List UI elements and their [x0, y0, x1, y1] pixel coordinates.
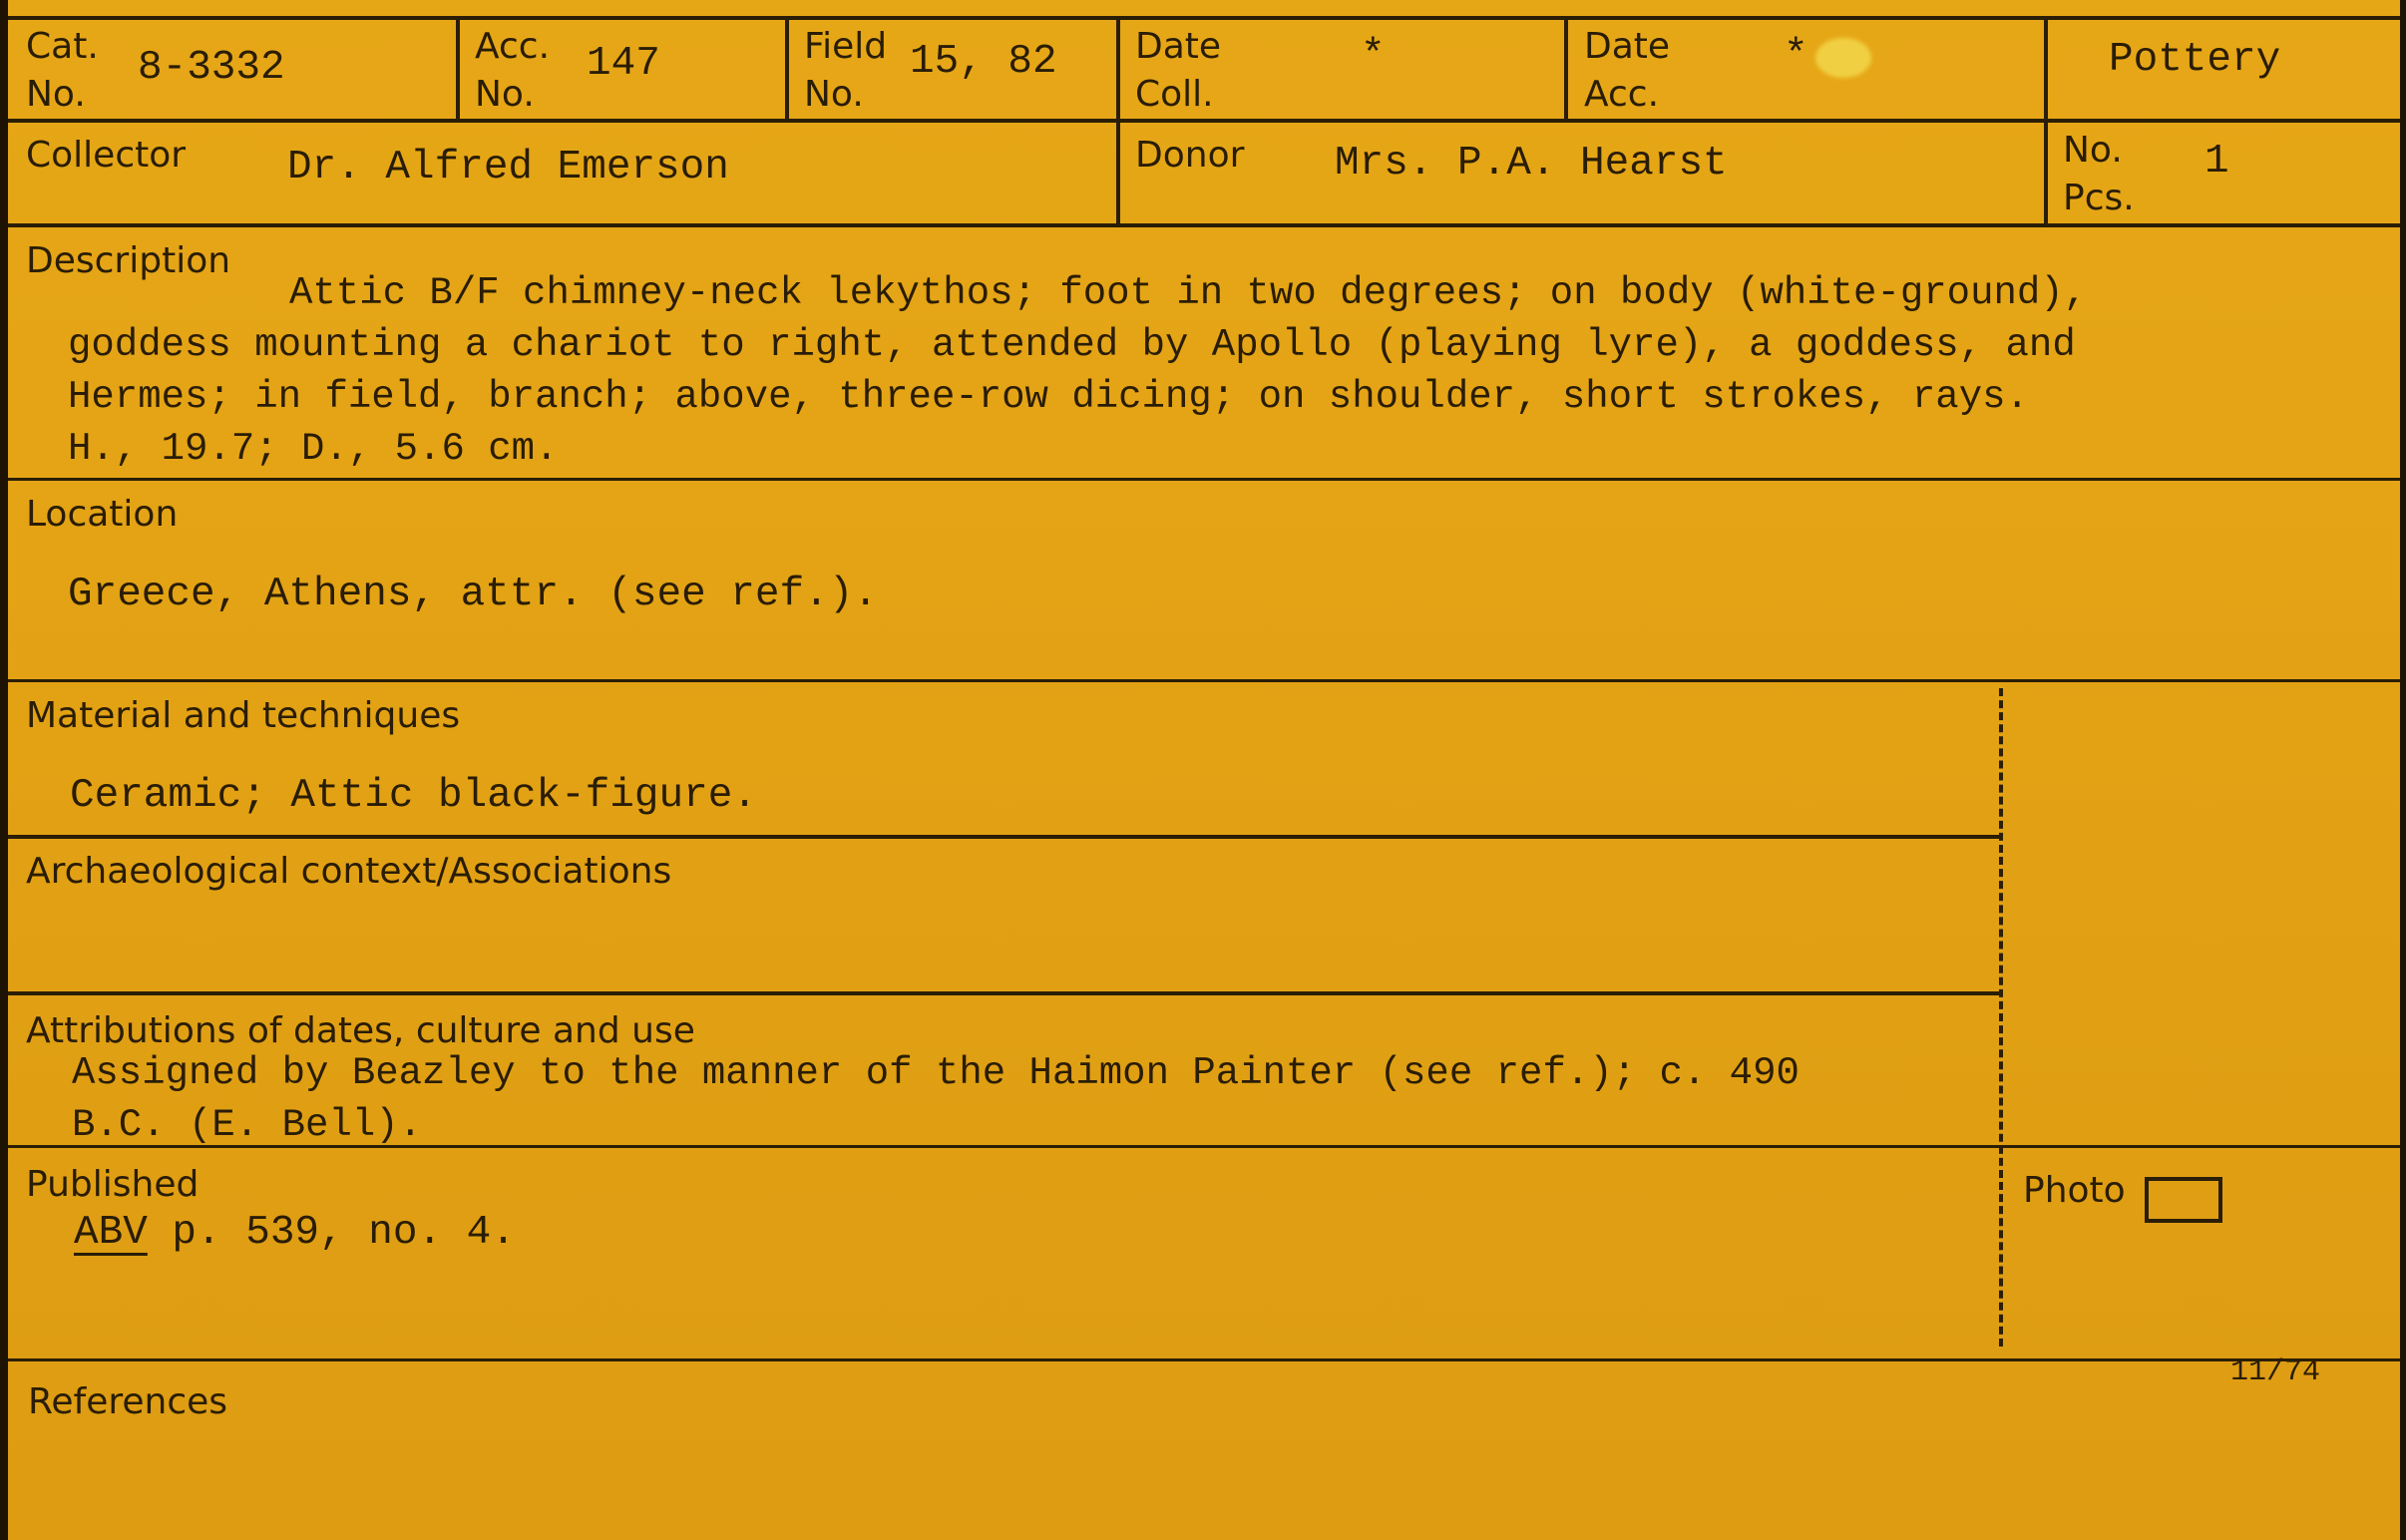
rule-context-bottom: [8, 991, 2001, 995]
divider-datecoll-dateacc: [1564, 16, 1568, 123]
pcs-value: 1: [2205, 139, 2229, 185]
cat-no-label-2: No.: [26, 74, 86, 115]
published-ref-abbrev: ABV: [74, 1210, 148, 1256]
references-label: References: [28, 1381, 228, 1422]
date-acc-label-2: Acc.: [1584, 74, 1660, 115]
cat-no-value: 8-3332: [138, 45, 285, 91]
collector-value: Dr. Alfred Emerson: [287, 145, 729, 191]
divider-dateacc-category: [2044, 16, 2048, 223]
date-acc-label-1: Date: [1584, 26, 1671, 67]
rule-published-bottom: [8, 1358, 2402, 1361]
published-reference: [74, 1207, 516, 1259]
date-coll-value: *: [1361, 33, 1386, 79]
acc-no-label-2: No.: [475, 74, 535, 115]
rule-location-bottom: [8, 679, 2402, 682]
date-acc-value: *: [1784, 33, 1808, 79]
published-label: Published: [26, 1164, 200, 1205]
description-text: [68, 267, 2087, 475]
published-ref-rest: p. 539, no. 4.: [147, 1210, 516, 1256]
rule-description-bottom: [8, 478, 2402, 481]
description-line: Attic B/F chimney-neck lekythos; foot in two degrees; on body (white-ground),: [289, 271, 2088, 315]
divider-acc-field: [785, 16, 789, 123]
location-value: Greece, Athens, attr. (see ref.).: [68, 572, 878, 617]
acc-no-value: 147: [587, 41, 660, 87]
divider-dashed-right: [1999, 688, 2003, 1347]
date-coll-label-2: Coll.: [1135, 74, 1214, 115]
rule-material-bottom: [8, 835, 2001, 839]
divider-cat-acc: [456, 16, 460, 123]
category-value: Pottery: [2109, 37, 2281, 83]
pcs-label-2: Pcs.: [2063, 178, 2135, 218]
stain-mark: [1815, 38, 1871, 78]
attributions-line: Assigned by Beazley to the manner of the Haimon Painter (see ref.); c. 490: [72, 1051, 1800, 1095]
field-no-value: 15, 82: [910, 39, 1057, 85]
donor-label: Donor: [1135, 135, 1245, 176]
attributions-line: B.C. (E. Bell).: [72, 1103, 423, 1147]
attributions-label: Attributions of dates, culture and use: [26, 1010, 695, 1051]
material-value: Ceramic; Attic black-figure.: [70, 773, 757, 819]
rule-header-bottom: [8, 119, 2402, 123]
donor-value: Mrs. P.A. Hearst: [1335, 141, 1728, 187]
description-label: Description: [26, 240, 231, 281]
collector-label: Collector: [26, 135, 187, 176]
acc-no-label-1: Acc.: [475, 26, 551, 67]
photo-checkbox[interactable]: [2145, 1177, 2222, 1223]
attributions-text: [72, 1047, 1800, 1151]
date-coll-label-1: Date: [1135, 26, 1222, 67]
cat-no-label-1: Cat.: [26, 26, 99, 67]
divider-field-datecoll: [1116, 16, 1120, 223]
field-no-label-1: Field: [804, 26, 888, 67]
rule-row2-bottom: [8, 223, 2402, 227]
material-label: Material and techniques: [26, 695, 461, 736]
location-label: Location: [26, 494, 179, 535]
field-no-label-2: No.: [804, 74, 864, 115]
pcs-label-1: No.: [2063, 130, 2123, 171]
description-line: goddess mounting a chariot to right, attended by Apollo (playing lyre), a goddess, and: [68, 323, 2076, 367]
photo-label: Photo: [2023, 1170, 2126, 1211]
rule-top: [8, 16, 2402, 20]
description-line: Hermes; in field, branch; above, three-row dicing; on shoulder, short strokes, rays.: [68, 375, 2029, 419]
context-label: Archaeological context/Associations: [26, 851, 672, 892]
references-date-mark: 11/74: [2230, 1355, 2321, 1389]
description-line: H., 19.7; D., 5.6 cm.: [68, 427, 559, 471]
